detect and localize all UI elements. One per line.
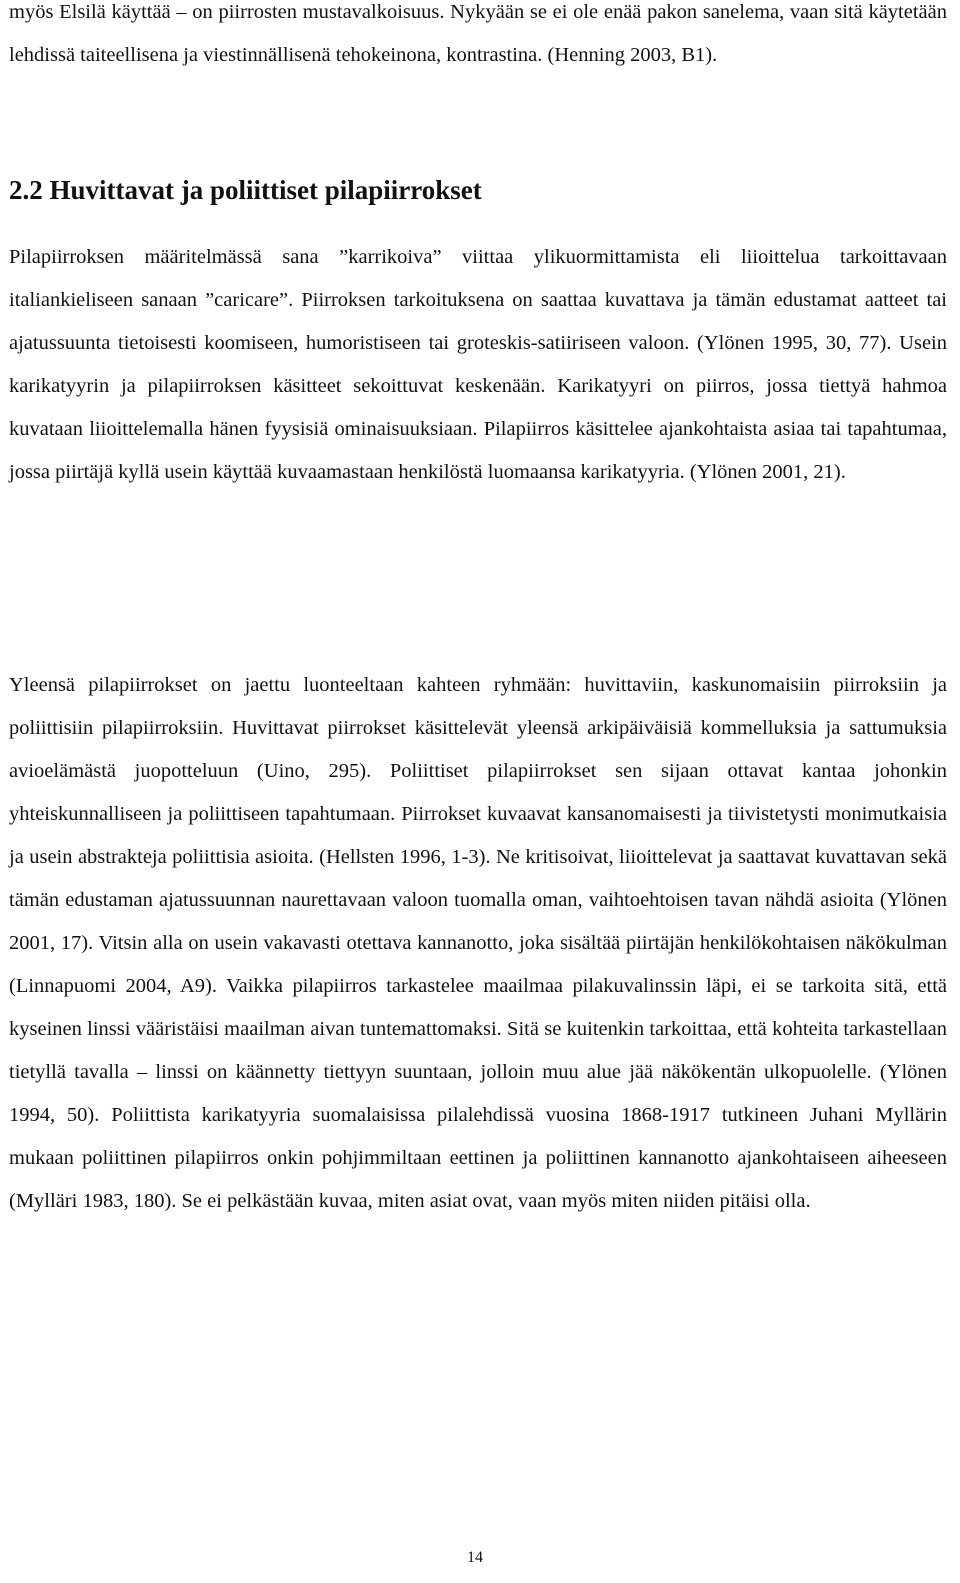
body-paragraph-1: Pilapiirroksen määritelmässä sana ”karrikoiva” viittaa ylikuormittamista eli liioittelua tarkoittavaan italiankieliseen sanaan ”caricare”. Piirroksen tarkoituksena on saattaa kuvattava ja tämän edustamat aatteet tai ajatussuunta tietoisesti koomiseen, humoristiseen tai groteskis-satiiriseen valoon. (Ylönen 1995, 30, 77). Usein karikatyyrin ja pilapiirroksen käsitteet sekoittuvat keskenään. Karikatyyri on piirros, jossa tiettyä hahmoa kuvataan liioittelemalla hänen fyysisiä ominaisuuksiaan. Pilapiirros käsittelee ajankohtaista asiaa tai tapahtumaa, jossa piirtäjä kyllä usein käyttää kuvaamastaan henkilöstä luomaansa karikatyyria. (Ylönen 2001, 21). [9, 246, 947, 483]
body-paragraph-2: Yleensä pilapiirrokset on jaettu luonteeltaan kahteen ryhmään: huvittaviin, kaskunomaisiin piirroksiin ja poliittisiin pilapiirroksiin. Huvittavat piirrokset käsittelevät yleensä arkipäiväisiä kommelluksia ja sattumuksia avioelämästä juopotteluun (Uino, 295). Poliittiset pilapiirrokset sen sijaan ottavat kantaa johonkin yhteiskunnalliseen ja poliittiseen tapahtumaan. Piirrokset kuvaavat kansanomaisesti ja tiivistetysti monimutkaisia ja usein abstrakteja poliittisia asioita. (Hellsten 1996, 1-3). Ne kritisoivat, liioittelevat ja saattavat kuvattavan sekä tämän edustaman ajatussuunnan naurettavaan valoon tuomalla oman, vaihtoehtoisen tavan nähdä asioita (Ylönen 2001, 17). Vitsin alla on usein vakavasti otettava kannanotto, joka sisältää piirtäjän henkilökohtaisen näkökulman (Linnapuomi 2004, A9). Vaikka pilapiirros tarkastelee maailmaa pilakuvalinssin läpi, ei se tarkoita sitä, että kyseinen linssi vääristäisi maailman aivan tuntemattomaksi. Sitä se kuitenkin tarkoittaa, että kohteita tarkastellaan tietyllä tavalla – linssi on käännetty tiettyyn suuntaan, jolloin muu alue jää näkökentän ulkopuolelle. (Ylönen 1994, 50). Poliittista karikatyyria suomalaisissa pilalehdissä vuosina 1868-1917 tutkineen Juhani Myllärin mukaan poliittinen pilapiirros onkin pohjimmiltaan eettinen ja poliittinen kannanotto ajankohtaiseen aiheeseen (Mylläri 1983, 180). Se ei pelkästään kuvaa, miten asiat ovat, vaan myös miten niiden pitäisi olla. [9, 674, 947, 1212]
intro-paragraph: myös Elsilä käyttää – on piirrosten mustavalkoisuus. Nykyään se ei ole enää pakon sanelema, vaan sitä käytetään lehdissä taiteellisena ja viestinnällisenä tehokeinona, kontrastina. (Henning 2003, B1). [9, 1, 947, 66]
page-number: 14 [467, 1549, 483, 1566]
section-heading: 2.2 Huvittavat ja poliittiset pilapiirrokset [9, 175, 482, 205]
